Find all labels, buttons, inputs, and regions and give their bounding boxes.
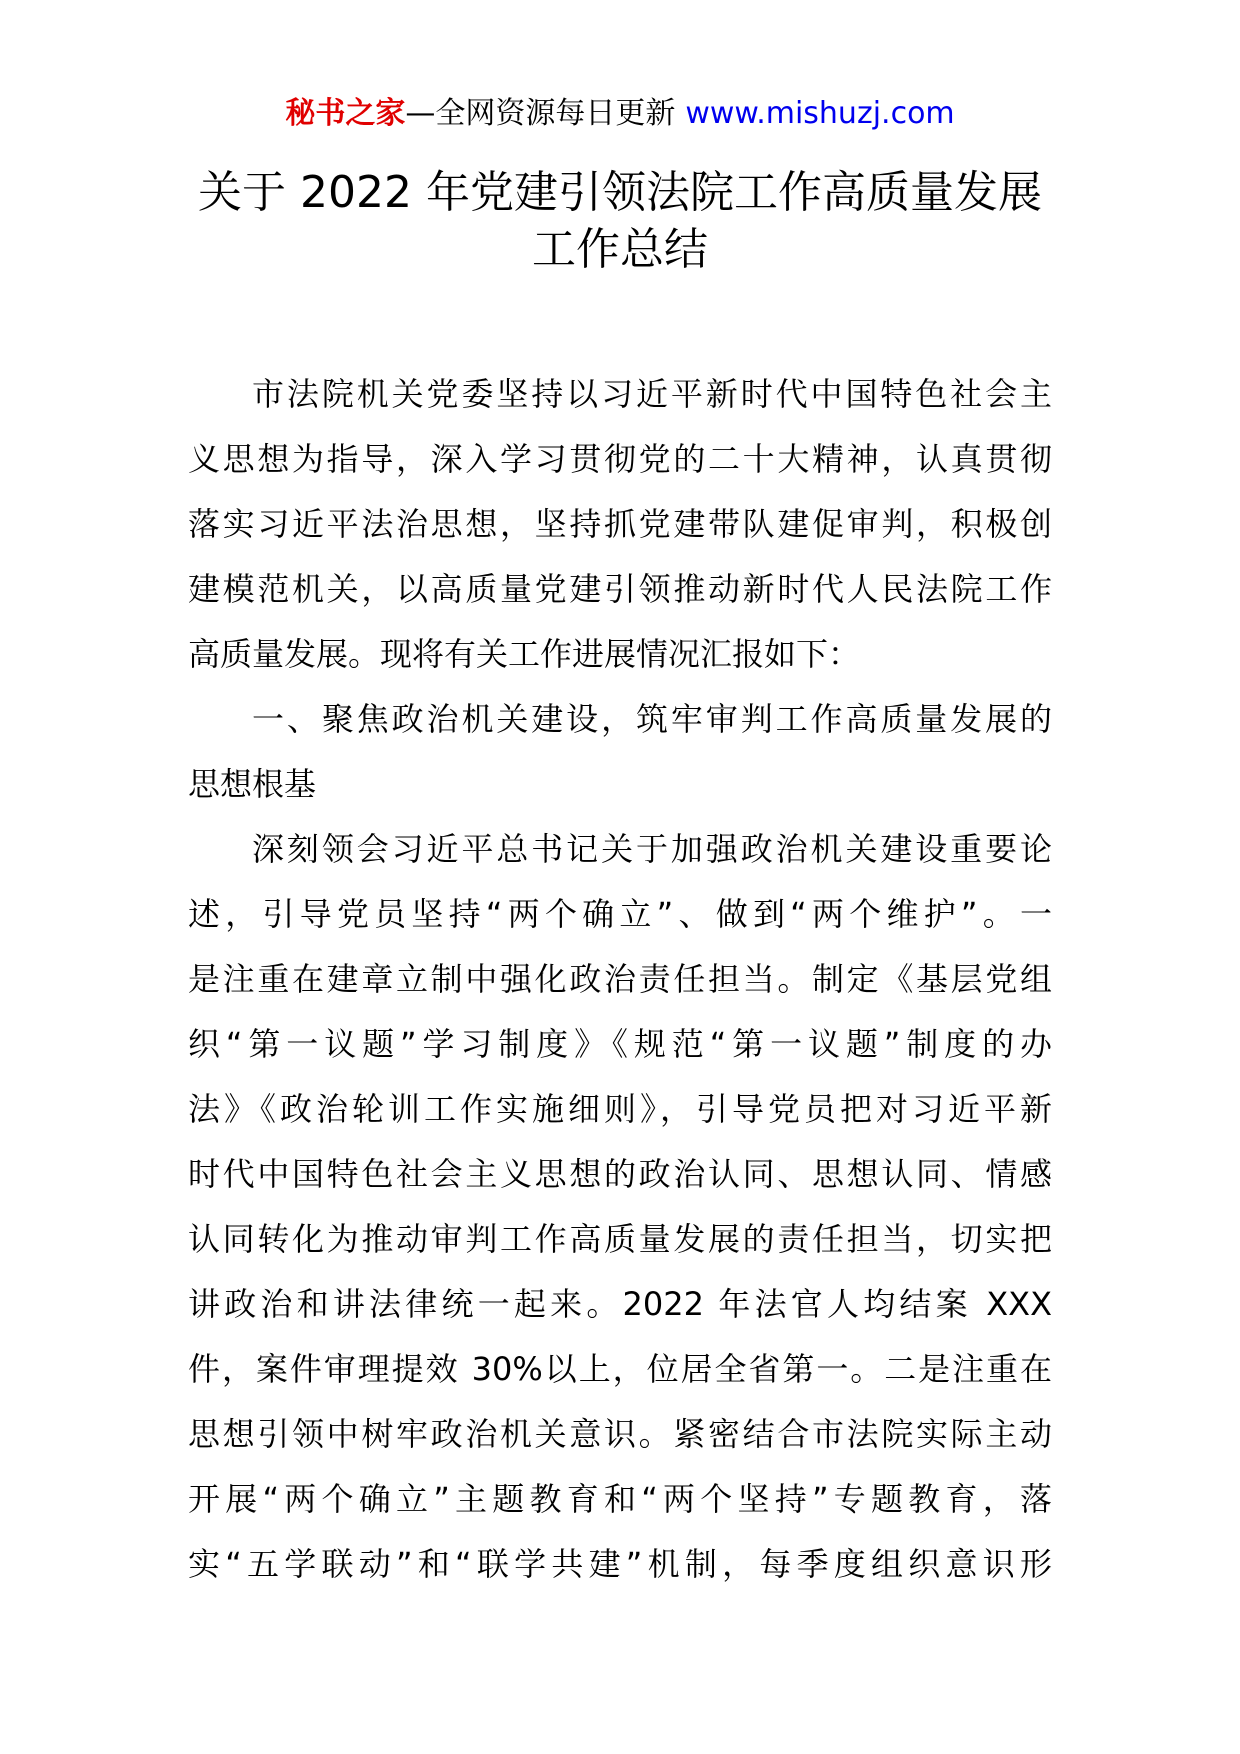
document-body — [188, 362, 1052, 1597]
paragraph-intro-line: 落实习近平法治思想，坚持抓党建带队建促审判，积极创 — [188, 505, 1052, 543]
title-line-1: 关于 2022 年党建引领法院工作高质量发展 — [198, 167, 1042, 218]
paragraph-intro-line: 高质量发展。现将有关工作进展情况汇报如下： — [188, 635, 861, 673]
paragraph-body-line: 法》《政治轮训工作实施细则》，引导党员把对习近平新 — [188, 1090, 1052, 1128]
paragraph-intro-line: 市法院机关党委坚持以习近平新时代中国特色社会主 — [252, 375, 1052, 413]
paragraph-body-line: 思想引领中树牢政治机关意识。紧密结合市法院实际主动 — [188, 1415, 1052, 1453]
paragraph-body-line: 织“第一议题”学习制度》《规范“第一议题”制度的办 — [188, 1025, 1052, 1063]
paragraph-body-line: 开展“两个确立”主题教育和“两个坚持”专题教育，落 — [188, 1480, 1052, 1518]
paragraph-body-line: 认同转化为推动审判工作高质量发展的责任担当，切实把 — [188, 1220, 1052, 1258]
paragraph-intro-line: 义思想为指导，深入学习贯彻党的二十大精神，认真贯彻 — [188, 440, 1052, 478]
paragraph-body-line: 实“五学联动”和“联学共建”机制，每季度组织意识形 — [188, 1545, 1052, 1583]
brand-name: 秘书之家 — [285, 96, 406, 131]
paragraph-body-line: 深刻领会习近平总书记关于加强政治机关建设重要论 — [252, 830, 1052, 868]
site-header — [0, 94, 1240, 134]
paragraph-body-line: 述，引导党员坚持“两个确立”、做到“两个维护”。一 — [188, 895, 1052, 933]
paragraph-body-line: 讲政治和讲法律统一起来。2022 年法官人均结案 XXX — [188, 1285, 1052, 1323]
document-title — [0, 164, 1240, 278]
site-url-link[interactable]: www.mishuzj.com — [685, 96, 955, 131]
section-heading-line: 一、聚焦政治机关建设，筑牢审判工作高质量发展的 — [252, 700, 1052, 738]
paragraph-body-line: 件，案件审理提效 30%以上，位居全省第一。二是注重在 — [188, 1350, 1052, 1388]
title-line-2: 工作总结 — [532, 224, 708, 275]
section-heading-line: 思想根基 — [188, 765, 317, 803]
paragraph-body-line: 是注重在建章立制中强化政治责任担当。制定《基层党组 — [188, 960, 1052, 998]
paragraph-body-line: 时代中国特色社会主义思想的政治认同、思想认同、情感 — [188, 1155, 1052, 1193]
header-tagline: —全网资源每日更新 — [405, 96, 676, 131]
paragraph-intro-line: 建模范机关，以高质量党建引领推动新时代人民法院工作 — [188, 570, 1052, 608]
